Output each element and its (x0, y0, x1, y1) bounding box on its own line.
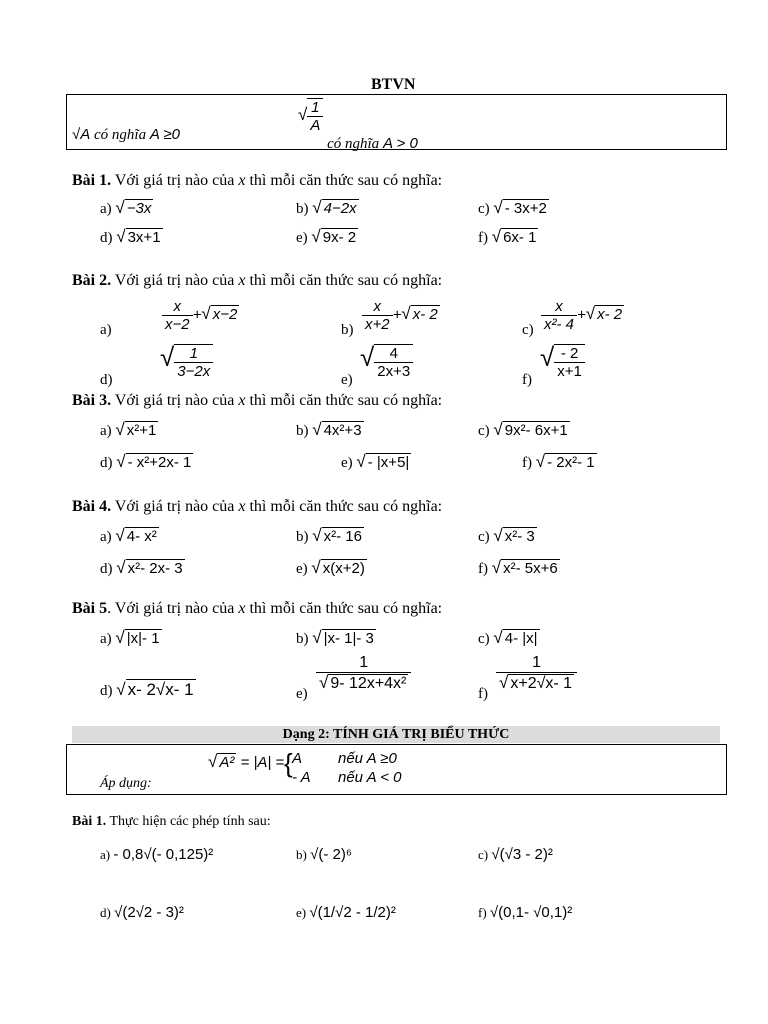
bai1-item-a: a) √ −3x (100, 198, 152, 217)
bai2-label-e: e) (341, 372, 353, 388)
bai1-item-c: c) √ - 3x+2 (478, 198, 547, 217)
abs-formula: √ A² = |A| = (208, 752, 285, 771)
bai5-heading: Bài 5. Với giá trị nào của x thì mỗi căn thức sau có nghĩa: (72, 600, 443, 617)
bai4-item-b: b) √ x²- 16 (296, 526, 362, 545)
bai1-item-e: e) √ 9x- 2 (296, 227, 357, 246)
case-1-cond: nếu A ≥0 (338, 750, 397, 767)
condition: A ≥0 (149, 126, 181, 143)
bai1b-item-f: f) √(0,1- √0,1)² (478, 904, 573, 921)
bai1-heading: Bài 1. Với giá trị nào của x thì mỗi căn thức sau có nghĩa: (72, 172, 443, 189)
bai2-label-c: c) (522, 322, 534, 338)
bai5-item-e: $\frac{1}{\text{√ 9- 12x+4x²}}$ (316, 654, 411, 693)
bai1b-item-e: e) √(1/√2 - 1/2)² (296, 904, 396, 921)
bai5-item-d: d) √ x- 2√x- 1 (100, 680, 194, 699)
bai3-heading: Bài 3. Với giá trị nào của x thì mỗi căn thức sau có nghĩa: (72, 392, 443, 409)
bai5-item-f: $\frac{1}{√ x+2√x- 1}$ (496, 654, 577, 693)
bai4-item-f: f) √ x²- 5x+6 (478, 558, 558, 577)
sqrt-a: √A (72, 126, 91, 143)
bai5-item-b: b) √ |x- 1|- 3 (296, 628, 374, 647)
case-2: - A (292, 769, 311, 786)
bai2-label-a: a) (100, 322, 112, 338)
bai5-label-f: f) (478, 686, 488, 702)
bai1b-item-b: b) √(- 2)⁶ (296, 846, 352, 863)
bai3-item-e: e) √ - |x+5| (341, 452, 410, 471)
bai2-label-b: b) (341, 322, 354, 338)
bai2-item-b: $\frac{x}{x+2}$ +√ x- 2 (362, 298, 440, 333)
bai2-item-f: √ $\frac{- 2}{x+1}$ (540, 342, 585, 380)
bai4-heading: Bài 4. Với giá trị nào của x thì mỗi căn thức sau có nghĩa: (72, 498, 443, 515)
bai2-label-f: f) (522, 372, 532, 388)
bai1-item-f: f) √ 6x- 1 (478, 227, 537, 246)
bai5-label-e: e) (296, 686, 308, 702)
bai3-item-c: c) √ 9x²- 6x+1 (478, 420, 568, 439)
bai5-item-a: a) √ |x|- 1 (100, 628, 160, 647)
case-2-cond: nếu A < 0 (338, 769, 402, 786)
bai3-item-b: b) √ 4x²+3 (296, 420, 362, 439)
bai3-item-a: a) √ x²+1 (100, 420, 157, 439)
bai2-item-a: $\frac{x}{x-2}$ +√ x−2 (162, 298, 239, 333)
bai2-item-d: √ $\frac{1}{3-2x}$ (160, 342, 213, 380)
bai1b-item-d: d) √(2√2 - 3)² (100, 904, 184, 921)
bai1b-heading: Bài 1. Thực hiện các phép tính sau: (72, 814, 271, 829)
definition-left (72, 126, 180, 144)
apply-label: Áp dụng: (100, 776, 152, 791)
bai2-item-c: $\frac{x}{\text{x²- 4}}$ +√ x- 2 (541, 298, 624, 333)
bai2-label-d: d) (100, 372, 113, 388)
definition-right (298, 98, 418, 152)
bai4-item-c: c) √ x²- 3 (478, 526, 535, 545)
section-heading: Dạng 2: TÍNH GIÁ TRỊ BIỂU THỨC (282, 727, 510, 742)
sqrt-one-over-a: √ $\frac{1}{A}$ (298, 98, 323, 134)
bai2-heading: Bài 2. Với giá trị nào của x thì mỗi căn thức sau có nghĩa: (72, 272, 443, 289)
bai4-item-e: e) √ x(x+2) (296, 558, 365, 577)
bai1-item-d: d) √ 3x+1 (100, 227, 161, 246)
meaning-text: có nghĩa (327, 135, 383, 152)
meaning-text: có nghĩa (90, 127, 150, 143)
bai5-item-c: c) √ 4- |x| (478, 628, 538, 647)
bai4-item-d: d) √ x²- 2x- 3 (100, 558, 183, 577)
bai4-item-a: a) √ 4- x² (100, 526, 157, 545)
bai2-item-e: √ $\frac{4}{2x+3}$ (360, 342, 413, 380)
bai3-item-f: f) √ - 2x²- 1 (522, 452, 595, 471)
bai1b-item-a: a) - 0,8√(- 0,125)² (100, 846, 214, 863)
brace-icon: { (284, 748, 293, 778)
case-1: A (292, 750, 303, 767)
condition: A > 0 (382, 134, 418, 152)
bai1-item-b: b) √ 4−2x (296, 198, 357, 217)
bai3-item-d: d) √ - x²+2x- 1 (100, 452, 192, 471)
page-title: BTVN (371, 76, 416, 93)
bai1b-item-c: c) √(√3 - 2)² (478, 846, 553, 863)
